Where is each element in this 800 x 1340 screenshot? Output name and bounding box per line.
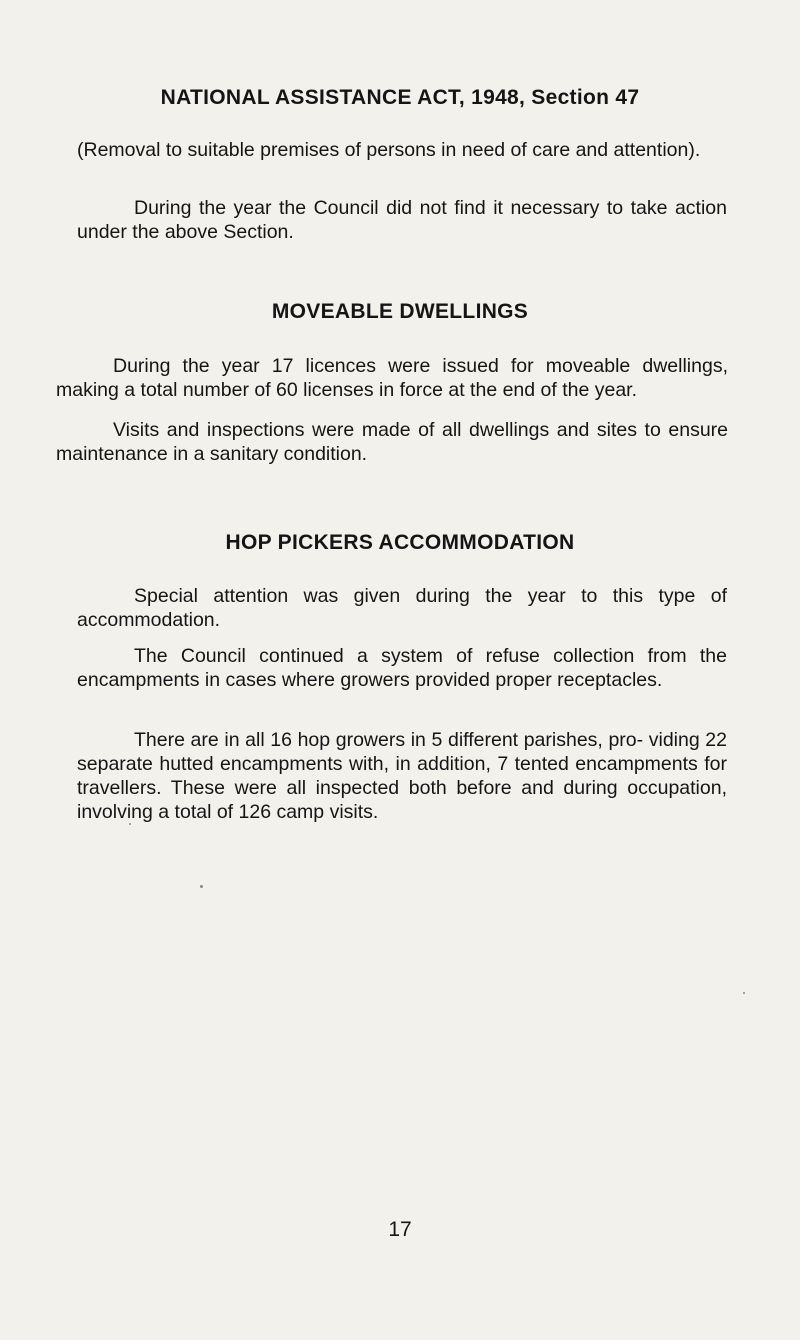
heading-national-assistance: NATIONAL ASSISTANCE ACT, 1948, Section 47 [160, 86, 640, 109]
para-hop-growers: There are in all 16 hop growers in 5 different parishes, pro- viding 22 separate hutted encampments with, in addition, 7 tented encampments for travellers. These were all inspected both before and during occupation, involving a total of 126 camp visits. [77, 729, 727, 823]
para-licences: During the year 17 licences were issued for moveable dwellings, making a total number of 60 licenses in force at the end of the year. [56, 355, 728, 401]
scan-speck [129, 823, 131, 825]
para-council-action: During the year the Council did not find it necessary to take action under the above Section. [77, 197, 727, 243]
para-refuse-collection: The Council continued a system of refuse collection from the encampments in cases where growers provided proper receptacles. [77, 645, 727, 691]
heading-hop-pickers: HOP PICKERS ACCOMMODATION [225, 531, 575, 554]
scan-speck [743, 992, 745, 994]
para-special-attention: Special attention was given during the year to this type of accommodation. [77, 585, 727, 631]
page-number: 17 [388, 1218, 412, 1241]
para-visits-inspections: Visits and inspections were made of all dwellings and sites to ensure maintenance in a sanitary condition. [56, 419, 728, 465]
heading-moveable-dwellings: MOVEABLE DWELLINGS [271, 300, 529, 323]
para-removal-note: (Removal to suitable premises of persons in need of care and attention). [77, 139, 701, 161]
scan-speck [200, 885, 203, 888]
